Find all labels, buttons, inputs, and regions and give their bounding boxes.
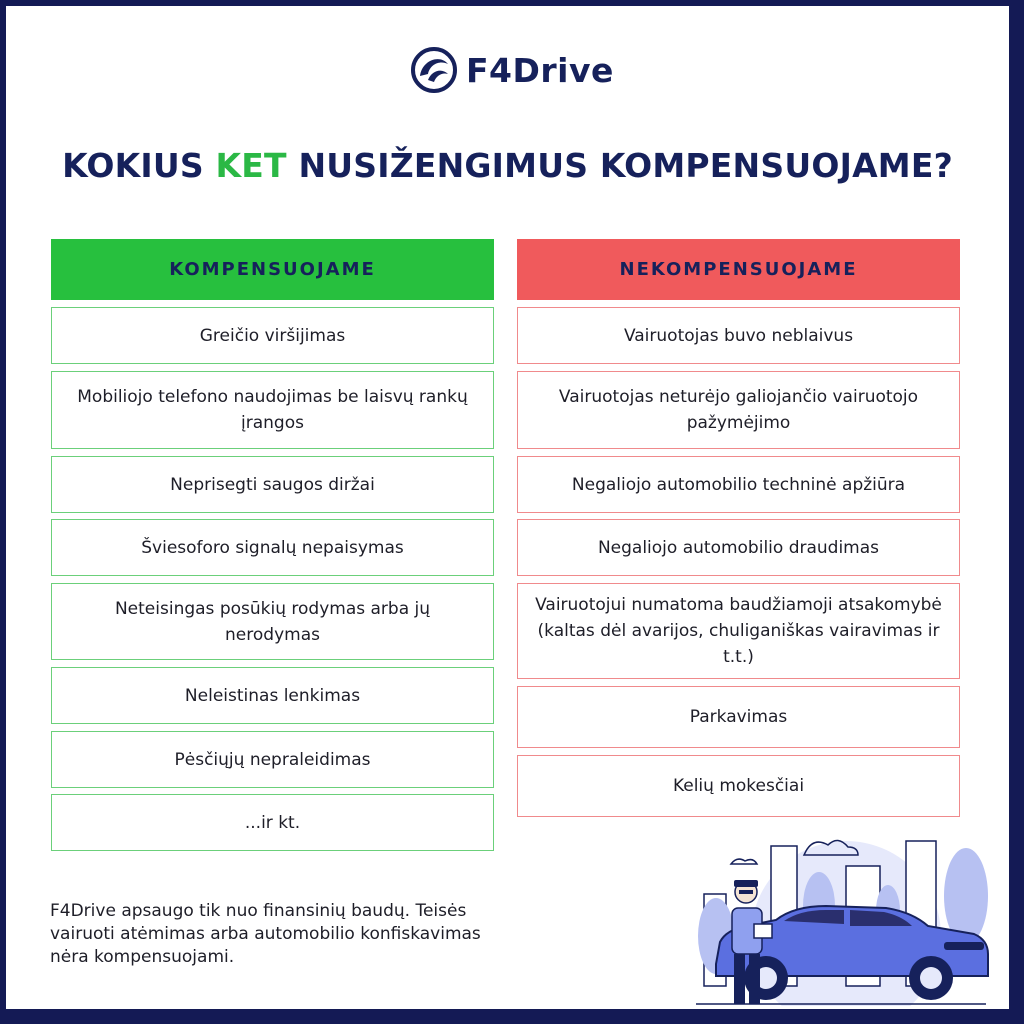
compensated-item: Neteisingas posūkių rodymas arba jų nerodymas [51,583,494,660]
compensated-item: Šviesoforo signalų nepaisymas [51,519,494,576]
compensated-item: Pėsčiųjų nepraleidimas [51,731,494,788]
compensated-item: Greičio viršijimas [51,307,494,364]
title-part-1: KOKIUS [62,146,216,185]
title-part-2: NUSIŽENGIMUS KOMPENSUOJAME? [286,146,953,185]
compensated-column-header: KOMPENSUOJAME [51,239,494,300]
page-title [6,146,1009,185]
compensated-item: Neleistinas lenkimas [51,667,494,724]
not-compensated-item: Vairuotojas neturėjo galiojančio vairuotojo pažymėjimo [517,371,960,449]
police-officer-stopping-car-illustration [676,826,996,1006]
brand-logo [410,46,614,94]
compensated-item: Mobiliojo telefono naudojimas be laisvų rankų įrangos [51,371,494,449]
not-compensated-item: Negaliojo automobilio draudimas [517,519,960,576]
brand-name: F4Drive [466,50,614,90]
title-accent-ket: KET [215,146,287,185]
not-compensated-item: Vairuotojui numatoma baudžiamoji atsakomybė (kaltas dėl avarijos, chuliganiškas vairavimas ir t.t.) [517,583,960,679]
not-compensated-item: Vairuotojas buvo neblaivus [517,307,960,364]
f4drive-swirl-logo-icon [410,46,458,94]
compensated-item: Neprisegti saugos diržai [51,456,494,513]
not-compensated-column-header: NEKOMPENSUOJAME [517,239,960,300]
not-compensated-item: Kelių mokesčiai [517,755,960,817]
disclaimer-text: F4Drive apsaugo tik nuo finansinių baudų. Teisės vairuoti atėmimas arba automobilio konfiskavimas nėra kompensuojami. [50,901,481,967]
compensated-item: ...ir kt. [51,794,494,851]
not-compensated-item: Negaliojo automobilio techninė apžiūra [517,456,960,513]
not-compensated-item: Parkavimas [517,686,960,748]
infographic-card [6,6,1009,1009]
